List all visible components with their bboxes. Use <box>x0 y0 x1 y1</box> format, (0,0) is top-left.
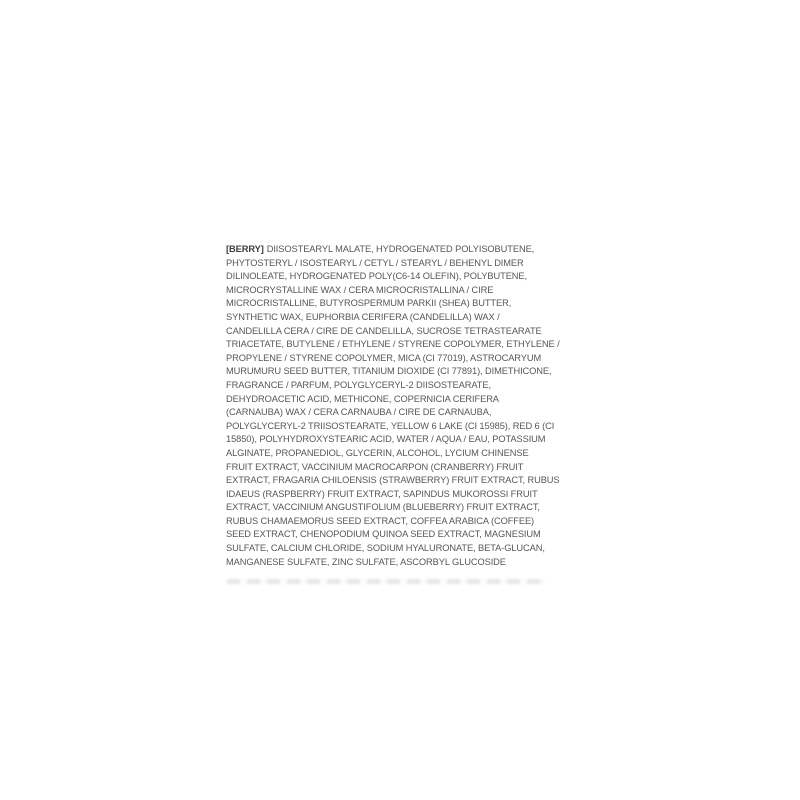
ingredients-text-line: EXTRACT, VACCINIUM ANGUSTIFOLIUM (BLUEBERRY) FRUIT EXTRACT, <box>226 502 540 513</box>
ingredients-text-line: MURUMURU SEED BUTTER, TITANIUM DIOXIDE (CI 77891), DIMETHICONE, <box>226 366 552 377</box>
ingredients-text-line: 15850), POLYHYDROXYSTEARIC ACID, WATER / AQUA / EAU, POTASSIUM <box>226 434 546 445</box>
ingredients-text-line: PHYTOSTERYL / ISOSTEARYL / CETYL / STEARYL / BEHENYL DIMER <box>226 257 524 268</box>
ingredients-text-line: MANGANESE SULFATE, ZINC SULFATE, ASCORBYL GLUCOSIDE <box>226 556 506 567</box>
variant-label: [BERRY] <box>226 244 264 254</box>
faded-text-remnant <box>227 579 545 584</box>
ingredients-text-line: RUBUS CHAMAEMORUS SEED EXTRACT, COFFEA ARABICA (COFFEE) <box>226 515 535 526</box>
ingredients-text-line: TRIACETATE, BUTYLENE / ETHYLENE / STYRENE COPOLYMER, ETHYLENE / <box>226 339 560 350</box>
ingredients-text-line: CANDELILLA CERA / CIRE DE CANDELILLA, SUCROSE TETRASTEARATE <box>226 325 542 336</box>
ingredients-text-line: IDAEUS (RASPBERRY) FRUIT EXTRACT, SAPINDUS MUKOROSSI FRUIT <box>226 488 538 499</box>
ingredients-text-line: DILINOLEATE, HYDROGENATED POLY(C6-14 OLEFIN), POLYBUTENE, <box>226 271 527 282</box>
ingredients-text-line: (CARNAUBA) WAX / CERA CARNAUBA / CIRE DE CARNAUBA, <box>226 407 492 418</box>
ingredients-text: DIISOSTEARYL MALATE, HYDROGENATED POLYISOBUTENE, <box>266 244 535 254</box>
ingredients-text-line: SYNTHETIC WAX, EUPHORBIA CERIFERA (CANDELILLA) WAX / <box>226 311 500 322</box>
ingredients-text-line: SEED EXTRACT, CHENOPODIUM QUINOA SEED EXTRACT, MAGNESIUM <box>226 529 541 540</box>
ingredients-list <box>226 243 576 569</box>
ingredients-text-line: PROPYLENE / STYRENE COPOLYMER, MICA (CI 77019), ASTROCARYUM <box>226 352 542 363</box>
ingredients-text-line: ALGINATE, PROPANEDIOL, GLYCERIN, ALCOHOL, LYCIUM CHINENSE <box>226 447 529 458</box>
ingredients-text-line: EXTRACT, FRAGARIA CHILOENSIS (STRAWBERRY) FRUIT EXTRACT, RUBUS <box>226 475 560 486</box>
ingredients-text-line: FRUIT EXTRACT, VACCINIUM MACROCARPON (CRANBERRY) FRUIT <box>226 461 524 472</box>
ingredients-text-line: MICROCRISTALLINE, BUTYROSPERMUM PARKII (SHEA) BUTTER, <box>226 298 512 309</box>
ingredients-text-line: SULFATE, CALCIUM CHLORIDE, SODIUM HYALURONATE, BETA-GLUCAN, <box>226 543 545 554</box>
ingredients-text-line: MICROCRYSTALLINE WAX / CERA MICROCRISTALLINA / CIRE <box>226 284 494 295</box>
ingredients-text-line: DEHYDROACETIC ACID, METHICONE, COPERNICIA CERIFERA <box>226 393 499 404</box>
ingredients-text-line <box>226 243 576 257</box>
ingredients-text-line: POLYGLYCERYL-2 TRIISOSTEARATE, YELLOW 6 LAKE (CI 15985), RED 6 (CI <box>226 420 555 431</box>
ingredients-text-line: FRAGRANCE / PARFUM, POLYGLYCERYL-2 DIISOSTEARATE, <box>226 379 491 390</box>
